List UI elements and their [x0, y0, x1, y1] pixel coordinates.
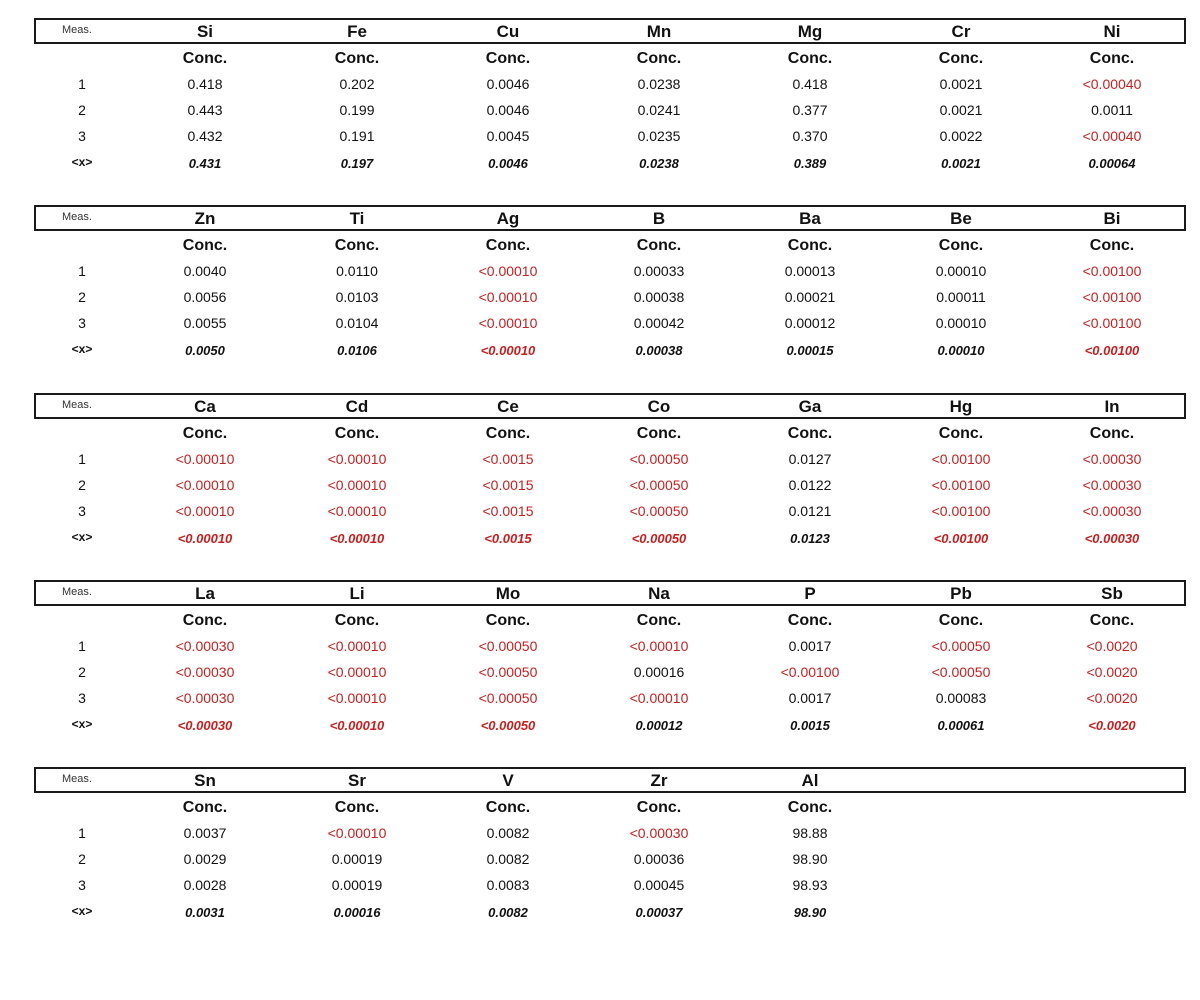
measurement-value: <0.00100	[931, 503, 991, 519]
element-symbol: Li	[349, 584, 365, 603]
measurement-value: <0.00100	[1082, 263, 1142, 279]
measurement-value: 0.0235	[637, 128, 681, 144]
measurement-value: 0.00036	[633, 851, 685, 867]
measurement-table	[0, 18, 1200, 193]
measurement-value: 98.93	[792, 877, 828, 893]
measurement-value: <0.00010	[629, 690, 689, 706]
row-label: 3	[78, 128, 86, 144]
measurement-value: 0.202	[339, 76, 375, 92]
measurement-value: 0.0028	[183, 877, 227, 893]
meas-label: Meas.	[62, 773, 92, 785]
element-symbol: Ag	[496, 209, 520, 228]
conc-header: Conc.	[636, 799, 682, 816]
conc-header: Conc.	[938, 425, 984, 442]
measurement-value: <0.00100	[1082, 315, 1142, 331]
measurement-value: 0.0017	[788, 690, 832, 706]
meas-label: Meas.	[62, 586, 92, 598]
measurement-value: <0.00050	[478, 664, 538, 680]
measurement-value: <0.00050	[629, 477, 689, 493]
conc-header: Conc.	[182, 799, 228, 816]
element-symbol: Mg	[797, 22, 823, 41]
conc-header: Conc.	[787, 612, 833, 629]
measurement-value: <0.00030	[175, 638, 235, 654]
measurement-value: 0.199	[339, 102, 375, 118]
mean-value: 0.0046	[488, 156, 528, 171]
measurement-value: 0.0046	[486, 102, 530, 118]
measurement-value: <0.00030	[1082, 451, 1142, 467]
row-label: 3	[78, 877, 86, 893]
measurement-value: <0.00010	[478, 315, 538, 331]
mean-value: <0.00050	[631, 531, 687, 546]
element-symbol: Pb	[950, 584, 972, 603]
mean-value: 0.00038	[635, 343, 683, 358]
measurement-value: 0.00012	[784, 315, 836, 331]
element-symbol: Co	[647, 397, 671, 416]
conc-header: Conc.	[485, 799, 531, 816]
mean-value: 0.0050	[185, 343, 225, 358]
mean-value: 0.197	[340, 156, 374, 171]
element-symbol: Zr	[650, 771, 668, 790]
conc-header: Conc.	[636, 612, 682, 629]
element-symbol: Bi	[1103, 209, 1121, 228]
element-symbol: Mo	[495, 584, 521, 603]
measurement-value: 0.443	[187, 102, 223, 118]
conc-header: Conc.	[334, 50, 380, 67]
measurement-value: <0.00030	[175, 690, 235, 706]
conc-header: Conc.	[485, 612, 531, 629]
mean-value: <0.00100	[933, 531, 989, 546]
meas-label: Meas.	[62, 399, 92, 411]
measurement-value: 0.0045	[486, 128, 530, 144]
measurement-value: 0.0056	[183, 289, 227, 305]
measurement-value: 0.00016	[633, 664, 685, 680]
meas-label: Meas.	[62, 211, 92, 223]
row-label-mean: <x>	[71, 904, 93, 918]
element-symbol: Ce	[497, 397, 519, 416]
measurement-value: 0.191	[339, 128, 375, 144]
mean-value: <0.00010	[329, 718, 385, 733]
measurement-value: 0.0121	[788, 503, 832, 519]
measurement-value: <0.00100	[931, 451, 991, 467]
measurement-value: 0.418	[792, 76, 828, 92]
element-symbol: Ca	[194, 397, 216, 416]
row-label: 1	[78, 825, 86, 841]
measurement-value: <0.00030	[629, 825, 689, 841]
measurement-value: 0.00083	[935, 690, 987, 706]
measurement-value: 0.0082	[486, 851, 530, 867]
element-symbol: Na	[648, 584, 670, 603]
conc-header: Conc.	[787, 425, 833, 442]
row-label-mean: <x>	[71, 530, 93, 544]
mean-value: <0.00050	[480, 718, 536, 733]
measurement-value: <0.00040	[1082, 128, 1142, 144]
meas-label: Meas.	[62, 24, 92, 36]
measurement-value: 0.0110	[336, 263, 378, 279]
mean-value: 0.0106	[337, 343, 377, 358]
measurement-value: <0.0020	[1086, 638, 1138, 654]
mean-value: 0.431	[188, 156, 222, 171]
measurement-value: <0.0020	[1086, 664, 1138, 680]
mean-value: 0.00064	[1088, 156, 1136, 171]
mean-value: <0.00030	[1084, 531, 1140, 546]
mean-value: 0.00037	[635, 905, 683, 920]
element-symbol: Ni	[1103, 22, 1121, 41]
element-symbol: Cr	[951, 22, 971, 41]
measurement-value: <0.00010	[175, 451, 235, 467]
row-label: 2	[78, 477, 86, 493]
row-label: 2	[78, 664, 86, 680]
measurement-value: <0.0015	[482, 503, 534, 519]
measurement-value: <0.00050	[478, 690, 538, 706]
element-symbol: Be	[950, 209, 972, 228]
conc-header: Conc.	[334, 612, 380, 629]
measurement-value: <0.00010	[327, 664, 387, 680]
mean-value: <0.00010	[177, 531, 233, 546]
conc-header: Conc.	[485, 50, 531, 67]
measurement-value: 0.0037	[183, 825, 227, 841]
measurement-value: 0.0040	[183, 263, 227, 279]
measurement-value: <0.0015	[482, 477, 534, 493]
measurement-table	[0, 393, 1200, 568]
measurement-value: 0.0029	[183, 851, 227, 867]
element-symbol: P	[804, 584, 816, 603]
row-label: 2	[78, 851, 86, 867]
conc-header: Conc.	[485, 237, 531, 254]
conc-header: Conc.	[182, 237, 228, 254]
mean-value: <0.0020	[1088, 718, 1136, 733]
measurement-value: <0.00010	[175, 503, 235, 519]
measurement-value: <0.00100	[780, 664, 840, 680]
measurement-value: 0.00021	[784, 289, 836, 305]
row-label: 2	[78, 289, 86, 305]
measurement-value: 0.0103	[335, 289, 379, 305]
measurement-value: 0.00010	[935, 315, 987, 331]
conc-header: Conc.	[938, 50, 984, 67]
conc-header: Conc.	[334, 425, 380, 442]
element-symbol: Ba	[799, 209, 821, 228]
measurement-value: <0.00050	[629, 503, 689, 519]
measurement-value: 98.88	[792, 825, 828, 841]
conc-header: Conc.	[636, 237, 682, 254]
measurement-value: <0.00030	[1082, 477, 1142, 493]
measurement-value: 0.0011	[1091, 102, 1133, 118]
mean-value: 0.389	[793, 156, 827, 171]
measurement-value: <0.00010	[327, 690, 387, 706]
mean-value: 0.00012	[635, 718, 683, 733]
measurement-value: <0.00010	[327, 451, 387, 467]
measurement-value: <0.00100	[931, 477, 991, 493]
mean-value: 98.90	[793, 905, 827, 920]
measurement-value: 0.0122	[788, 477, 832, 493]
mean-value: 0.0021	[941, 156, 981, 171]
element-symbol: B	[652, 209, 666, 228]
measurement-value: <0.00010	[327, 825, 387, 841]
element-symbol: Ga	[798, 397, 822, 416]
row-label: 1	[78, 451, 86, 467]
measurement-value: <0.00030	[1082, 503, 1142, 519]
mean-value: <0.0015	[484, 531, 532, 546]
conc-header: Conc.	[787, 799, 833, 816]
mean-value: 0.00016	[333, 905, 381, 920]
element-symbol: Mn	[646, 22, 672, 41]
element-symbol: Ti	[349, 209, 365, 228]
measurement-value: 0.0238	[637, 76, 681, 92]
element-symbol: Sb	[1101, 584, 1123, 603]
mean-value: 0.00010	[937, 343, 985, 358]
measurement-value: <0.00050	[478, 638, 538, 654]
measurement-value: 0.0104	[335, 315, 379, 331]
element-symbol: Sr	[348, 771, 366, 790]
row-label-mean: <x>	[71, 342, 93, 356]
measurement-value: <0.00050	[629, 451, 689, 467]
conc-header: Conc.	[1089, 425, 1135, 442]
mean-value: 0.0031	[185, 905, 225, 920]
row-label-mean: <x>	[71, 717, 93, 731]
measurement-table	[0, 580, 1200, 755]
element-symbol: V	[502, 771, 514, 790]
measurement-value: <0.0020	[1086, 690, 1138, 706]
element-symbol: Al	[801, 771, 819, 790]
element-symbol: Si	[196, 22, 214, 41]
measurement-value: 0.00019	[331, 851, 383, 867]
conc-header: Conc.	[636, 425, 682, 442]
measurement-value: <0.00050	[931, 638, 991, 654]
mean-value: <0.00030	[177, 718, 233, 733]
conc-header: Conc.	[938, 612, 984, 629]
row-label: 3	[78, 690, 86, 706]
measurement-value: 0.0055	[183, 315, 227, 331]
measurement-value: 0.370	[792, 128, 828, 144]
conc-header: Conc.	[1089, 50, 1135, 67]
mean-value: 0.0123	[790, 531, 830, 546]
measurement-table	[0, 767, 1200, 942]
measurement-value: 0.0021	[939, 76, 983, 92]
measurement-value: 0.418	[187, 76, 223, 92]
measurement-value: <0.00030	[175, 664, 235, 680]
mean-value: <0.00010	[329, 531, 385, 546]
measurement-value: 0.0022	[939, 128, 983, 144]
row-label: 1	[78, 638, 86, 654]
measurement-value: <0.00100	[1082, 289, 1142, 305]
measurement-value: <0.00010	[327, 503, 387, 519]
measurement-value: 0.00019	[331, 877, 383, 893]
conc-header: Conc.	[787, 50, 833, 67]
conc-header: Conc.	[938, 237, 984, 254]
measurement-value: 0.00038	[633, 289, 685, 305]
measurement-value: 0.00033	[633, 263, 685, 279]
element-symbol: In	[1104, 397, 1120, 416]
conc-header: Conc.	[1089, 612, 1135, 629]
measurement-value: 0.0046	[486, 76, 530, 92]
element-symbol: Cu	[496, 22, 520, 41]
measurement-value: <0.0015	[482, 451, 534, 467]
conc-header: Conc.	[334, 799, 380, 816]
measurement-value: 0.00045	[633, 877, 685, 893]
measurement-value: 0.377	[792, 102, 828, 118]
element-symbol: Hg	[949, 397, 973, 416]
measurement-value: 0.00010	[935, 263, 987, 279]
mean-value: <0.00010	[480, 343, 536, 358]
measurement-value: 0.0083	[486, 877, 530, 893]
measurement-value: <0.00010	[327, 477, 387, 493]
measurement-value: 0.432	[187, 128, 223, 144]
measurement-value: 0.0017	[788, 638, 832, 654]
conc-header: Conc.	[1089, 237, 1135, 254]
element-symbol: Sn	[194, 771, 216, 790]
measurement-value: 0.0241	[637, 102, 681, 118]
row-label: 1	[78, 263, 86, 279]
measurement-value: 0.00011	[936, 289, 986, 305]
mean-value: 0.00015	[786, 343, 834, 358]
row-label: 3	[78, 315, 86, 331]
measurement-value: <0.00010	[175, 477, 235, 493]
mean-value: <0.00100	[1084, 343, 1140, 358]
measurement-value: 0.00042	[633, 315, 685, 331]
conc-header: Conc.	[182, 612, 228, 629]
row-label: 1	[78, 76, 86, 92]
measurement-value: <0.00010	[629, 638, 689, 654]
measurement-value: <0.00040	[1082, 76, 1142, 92]
element-symbol: Fe	[347, 22, 367, 41]
measurement-value: 98.90	[792, 851, 828, 867]
element-symbol: Cd	[345, 397, 369, 416]
mean-value: 0.0238	[639, 156, 679, 171]
measurement-value: <0.00010	[327, 638, 387, 654]
measurement-value: 0.0082	[486, 825, 530, 841]
row-label-mean: <x>	[71, 155, 93, 169]
measurement-value: 0.0021	[939, 102, 983, 118]
conc-header: Conc.	[485, 425, 531, 442]
measurement-value: <0.00010	[478, 263, 538, 279]
measurement-table	[0, 205, 1200, 380]
conc-header: Conc.	[182, 50, 228, 67]
mean-value: 0.0015	[790, 718, 830, 733]
measurement-value: 0.0127	[788, 451, 832, 467]
measurement-value: <0.00010	[478, 289, 538, 305]
row-label: 3	[78, 503, 86, 519]
conc-header: Conc.	[636, 50, 682, 67]
conc-header: Conc.	[787, 237, 833, 254]
row-label: 2	[78, 102, 86, 118]
mean-value: 0.00061	[937, 718, 985, 733]
conc-header: Conc.	[182, 425, 228, 442]
element-symbol: Zn	[194, 209, 216, 228]
element-symbol: La	[195, 584, 215, 603]
measurement-value: <0.00050	[931, 664, 991, 680]
measurement-value: 0.00013	[784, 263, 836, 279]
mean-value: 0.0082	[488, 905, 528, 920]
conc-header: Conc.	[334, 237, 380, 254]
